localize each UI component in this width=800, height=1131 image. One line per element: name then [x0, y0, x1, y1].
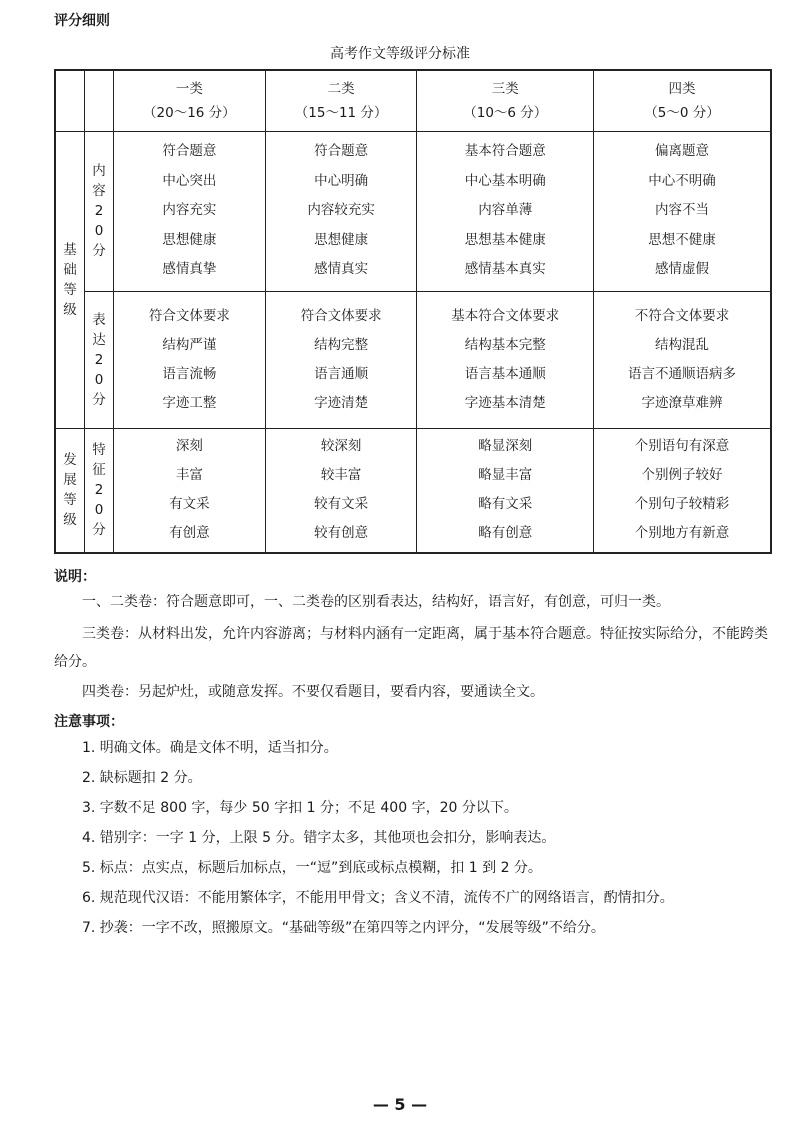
column-header: [594, 70, 771, 131]
content-cell-4: [594, 131, 771, 291]
criterion: 字迹清楚: [314, 394, 369, 411]
page-number: — 5 —: [372, 1095, 428, 1114]
criterion: 思想不健康: [648, 231, 716, 248]
note-item: 5. 标点：点实点，标题后加标点，一“逗”到底或标点模糊，扣 1 到 2 分。: [82, 860, 542, 876]
column-range: （10～6 分）: [463, 104, 548, 121]
column-name: 二类: [327, 80, 355, 97]
corner-cell: [55, 70, 85, 131]
explanation-paragraph: 四类卷：另起炉灶，或随意发挥。不要仅看题目，要看内容，要通读全文。: [82, 684, 544, 700]
note-item: 6. 规范现代汉语：不能用繁体字，不能用甲骨文；含义不清，流传不广的网络语言，酌情扣分。: [82, 890, 674, 906]
column-range: （20～16 分）: [143, 104, 236, 121]
criterion: 感情真实: [314, 261, 369, 278]
column-range: （5～0 分）: [644, 104, 720, 121]
criterion: 中心不明确: [648, 172, 716, 189]
criterion: 语言基本通顺: [464, 365, 546, 382]
criterion: 思想健康: [162, 231, 217, 248]
row-label-expression: [85, 291, 114, 428]
criterion: 中心明确: [314, 172, 369, 189]
criterion: 略显丰富: [478, 467, 533, 484]
explanation-paragraph: 一、二类卷：符合题意即可，一、二类卷的区别看表达，结构好，语言好，有创意，可归一类。: [82, 594, 670, 610]
criterion: 思想健康: [314, 231, 369, 248]
criterion: 个别语句有深意: [634, 438, 730, 455]
criterion: 基本符合题意: [464, 143, 546, 160]
criterion: 较丰富: [320, 467, 362, 484]
criterion: 个别地方有新意: [634, 525, 730, 542]
criterion: 偏离题意: [655, 143, 710, 160]
group-develop-label: 发展等级: [63, 452, 77, 529]
column-name: 三类: [491, 80, 519, 97]
feature-cell-3: [417, 428, 594, 553]
criterion: 内容充实: [162, 202, 217, 219]
corner-cell: [85, 70, 114, 131]
feature-cell-2: [265, 428, 417, 553]
criterion: 符合题意: [314, 143, 369, 160]
row-expression: [55, 291, 771, 428]
criterion: 个别例子较好: [641, 467, 723, 484]
criterion: 结构完整: [314, 336, 369, 353]
criterion: 有文采: [169, 496, 210, 513]
criterion: 略显深刻: [478, 438, 533, 455]
criterion: 思想基本健康: [464, 231, 546, 248]
criterion: 有创意: [169, 525, 210, 542]
note-item: 2. 缺标题扣 2 分。: [82, 770, 202, 786]
column-name: 四类: [668, 80, 696, 97]
criterion: 丰富: [175, 467, 203, 484]
doc-heading: 评分细则: [54, 13, 110, 29]
content-cell-1: [114, 131, 266, 291]
criterion: 结构基本完整: [464, 336, 546, 353]
criterion: 深刻: [175, 438, 203, 455]
column-header: [265, 70, 417, 131]
notes-heading: 注意事项：: [54, 714, 124, 730]
expression-cell-4: [594, 291, 771, 428]
explanation-paragraph: 三类卷：从材料出发，允许内容游离；与材料内涵有一定距离，属于基本符合题意。特征按实际给分，不能跨类给分。: [54, 626, 768, 670]
criterion: 个别句子较精彩: [634, 496, 730, 513]
content-cell-2: [265, 131, 417, 291]
criterion: 语言不通顺语病多: [628, 365, 737, 382]
row-label-content-text: 内容20分: [92, 163, 106, 259]
criterion: 符合文体要求: [148, 307, 230, 324]
row-label-feature: [85, 428, 114, 553]
criterion: 语言通顺: [314, 365, 369, 382]
table-title: 高考作文等级评分标准: [330, 46, 470, 62]
criterion: 略有创意: [478, 525, 533, 542]
column-header: [114, 70, 266, 131]
criterion: 结构严谨: [162, 336, 217, 353]
criterion: 内容单薄: [478, 202, 533, 219]
criterion: 基本符合文体要求: [451, 307, 560, 324]
criterion: 符合文体要求: [300, 307, 382, 324]
criterion: 结构混乱: [655, 336, 710, 353]
feature-cell-1: [114, 428, 266, 553]
column-range: （15～11 分）: [294, 104, 388, 121]
note-item: 3. 字数不足 800 字，每少 50 字扣 1 分；不足 400 字，20 分以下。: [82, 800, 518, 816]
content-cell-3: [417, 131, 594, 291]
grading-table: [54, 69, 772, 554]
criterion: 符合题意: [162, 143, 217, 160]
criterion: 中心突出: [162, 172, 217, 189]
criterion: 内容较充实: [307, 202, 375, 219]
row-content: [55, 131, 771, 291]
row-label-feature-text: 特征20分: [92, 442, 106, 539]
criterion: 字迹工整: [162, 394, 217, 411]
explanation-heading: 说明：: [54, 569, 96, 585]
criterion: 较有创意: [314, 525, 369, 542]
note-item: 4. 错别字：一字 1 分，上限 5 分。错字太多，其他项也会扣分，影响表达。: [82, 830, 556, 846]
criterion: 字迹基本清楚: [464, 394, 546, 411]
note-item: 1. 明确文体。确是文体不明，适当扣分。: [82, 740, 338, 756]
criterion: 略有文采: [478, 496, 533, 513]
column-name: 一类: [175, 80, 203, 97]
criterion: 较深刻: [320, 438, 362, 455]
criterion: 内容不当: [655, 202, 710, 219]
criterion: 感情基本真实: [464, 261, 546, 278]
criterion: 字迹潦草难辨: [641, 394, 723, 411]
criterion: 语言流畅: [162, 365, 217, 382]
column-header: [417, 70, 594, 131]
expression-cell-3: [417, 291, 594, 428]
criterion: 感情虚假: [655, 261, 710, 278]
group-basic: [55, 131, 85, 428]
group-basic-label: 基础等级: [63, 241, 77, 318]
note-item: 7. 抄袭：一字不改，照搬原文。“基础等级”在第四等之内评分，“发展等级”不给分。: [82, 920, 605, 936]
group-develop: [55, 428, 85, 553]
criterion: 感情真挚: [162, 261, 217, 278]
expression-cell-2: [265, 291, 417, 428]
row-label-expression-text: 表达20分: [92, 311, 106, 408]
table-header-row: [55, 70, 771, 131]
row-feature: [55, 428, 771, 553]
criterion: 中心基本明确: [464, 172, 546, 189]
expression-cell-1: [114, 291, 266, 428]
criterion: 不符合文体要求: [634, 307, 730, 324]
row-label-content: [85, 131, 114, 291]
feature-cell-4: [594, 428, 771, 553]
criterion: 较有文采: [314, 496, 369, 513]
